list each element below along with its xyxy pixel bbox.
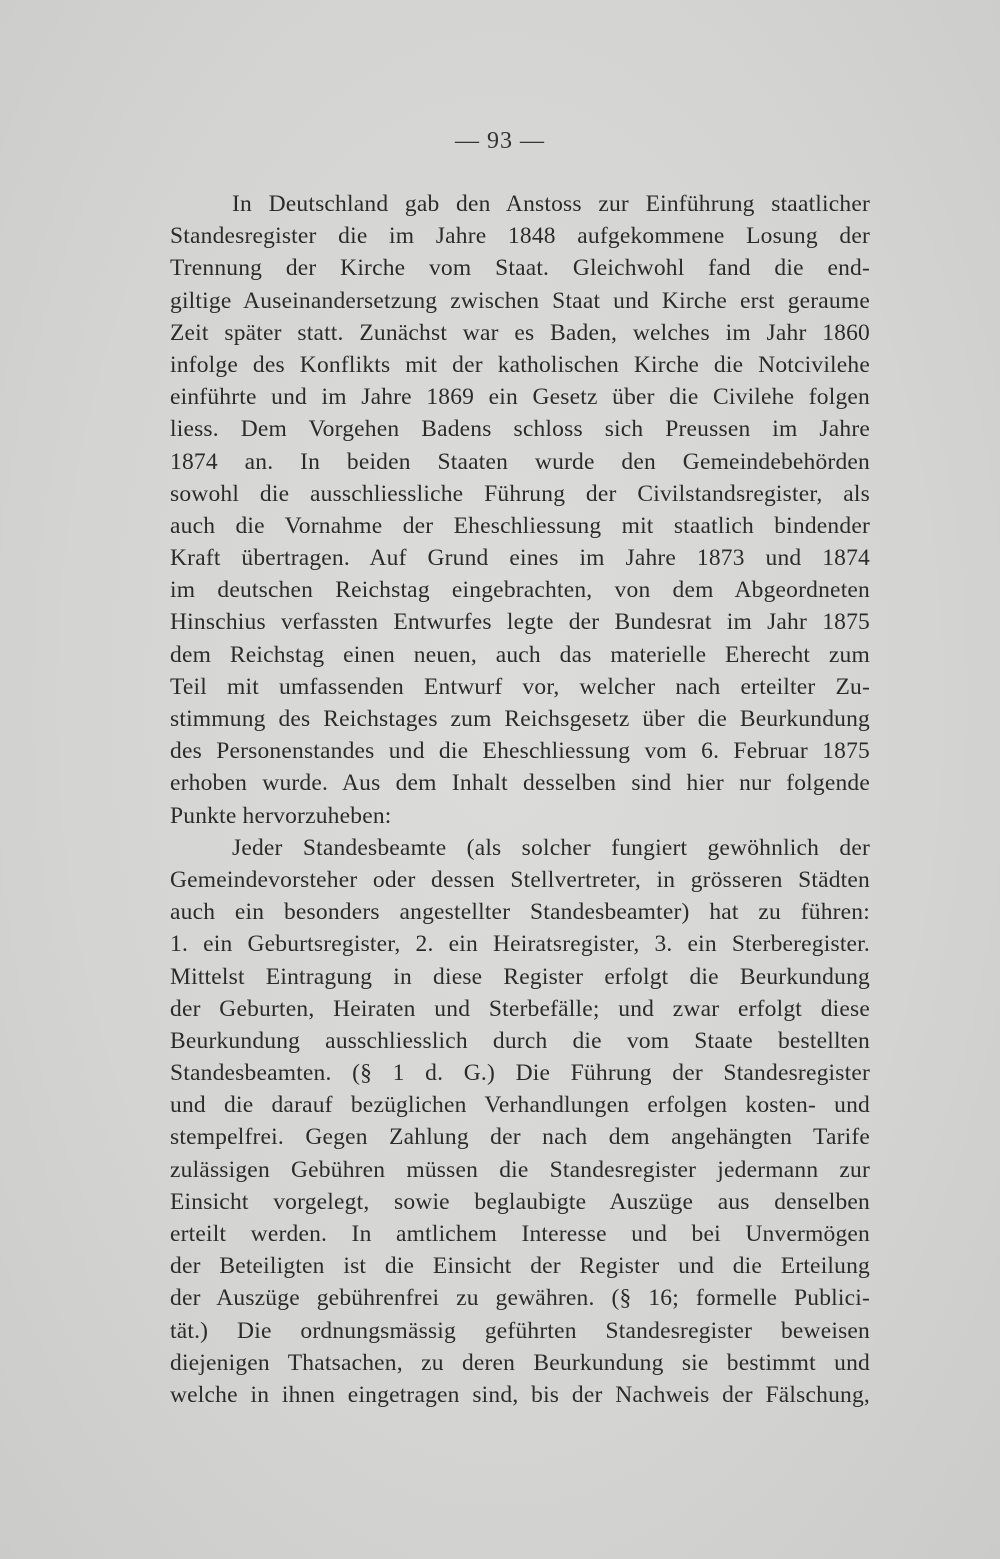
text-line: der Auszüge gebührenfrei zu gewähren. (§ 16; formelle Publici- (170, 1285, 870, 1312)
text-line: der Beteiligten ist die Einsicht der Register und die Erteilung (170, 1253, 870, 1280)
text-line: zulässigen Gebühren müssen die Standesregister jedermann zur (170, 1156, 870, 1183)
text-line: In Deutschland gab den Anstoss zur Einführung staatlicher (232, 191, 870, 217)
text-line: sowohl die ausschliessliche Führung der Civilstandsregister, als (170, 480, 870, 507)
text-line: der Geburten, Heiraten und Sterbefälle; und zwar erfolgt diese (170, 995, 870, 1022)
text-line: Standesbeamten. (§ 1 d. G.) Die Führung der Standesregister (170, 1060, 870, 1087)
text-line: 1. ein Geburtsregister, 2. ein Heiratsregister, 3. ein Sterberegister. (170, 931, 870, 958)
text-line: stimmung des Reichstages zum Reichsgesetz über die Beurkundung (170, 706, 870, 732)
text-line: stempelfrei. Gegen Zahlung der nach dem angehängten Tarife (170, 1124, 870, 1151)
text-line: auch ein besonders angestellter Standesbeamter) hat zu führen: (170, 899, 870, 926)
text-line: diejenigen Thatsachen, zu deren Beurkundung sie bestimmt und (170, 1349, 870, 1376)
text-line: infolge des Konflikts mit der katholischen Kirche die Notcivilehe (170, 351, 870, 378)
text-line: Zeit später statt. Zunächst war es Baden, welches im Jahr 1860 (170, 319, 870, 346)
body-text (170, 188, 870, 1411)
text-line: Teil mit umfassenden Entwurf vor, welcher nach erteilter Zu- (170, 673, 870, 700)
text-line: auch die Vornahme der Eheschliessung mit staatlich bindender (170, 512, 870, 539)
text-line: Kraft übertragen. Auf Grund eines im Jahre 1873 und 1874 (170, 545, 870, 572)
text-line: erteilt werden. In amtlichem Interesse und bei Unvermögen (170, 1221, 870, 1247)
text-line: Einsicht vorgelegt, sowie beglaubigte Auszüge aus denselben (170, 1188, 870, 1215)
text-line: Standesregister die im Jahre 1848 aufgekommene Losung der (170, 223, 870, 250)
text-line: einführte und im Jahre 1869 ein Gesetz über die Civilehe folgen (170, 384, 870, 411)
text-line: im deutschen Reichstag eingebrachten, von dem Abgeordneten (170, 577, 870, 604)
text-line: Hinschius verfassten Entwurfes legte der Bundesrat im Jahr 1875 (170, 609, 870, 636)
text-line: erhoben wurde. Aus dem Inhalt desselben sind hier nur folgende (170, 770, 870, 797)
text-line: Trennung der Kirche vom Staat. Gleichwohl fand die end- (170, 255, 870, 282)
text-line: Beurkundung ausschliesslich durch die vom Staate bestellten (170, 1027, 870, 1054)
text-line: und die darauf bezüglichen Verhandlungen erfolgen kosten- und (170, 1092, 870, 1119)
text-line: Mittelst Eintragung in diese Register erfolgt die Beurkundung (170, 963, 870, 990)
text-line: Gemeindevorsteher oder dessen Stellvertreter, in grösseren Städten (170, 866, 870, 893)
page-number: — 93 — (455, 128, 545, 154)
text-line: Punkte hervorzuheben: (170, 802, 392, 829)
text-line: Jeder Standesbeamte (als solcher fungiert gewöhnlich der (232, 834, 870, 861)
text-line: dem Reichstag einen neuen, auch das materielle Eherecht zum (170, 641, 870, 668)
text-line: 1874 an. In beiden Staaten wurde den Gemeindebehörden (170, 448, 870, 475)
text-line: des Personenstandes und die Eheschliessung vom 6. Februar 1875 (170, 738, 870, 765)
text-line: liess. Dem Vorgehen Badens schloss sich Preussen im Jahre (170, 416, 870, 443)
text-line: tät.) Die ordnungsmässig geführten Standesregister beweisen (170, 1317, 870, 1344)
text-line: welche in ihnen eingetragen sind, bis der Nachweis der Fälschung, (170, 1381, 870, 1408)
text-line: giltige Auseinandersetzung zwischen Staat und Kirche erst geraume (170, 287, 870, 314)
